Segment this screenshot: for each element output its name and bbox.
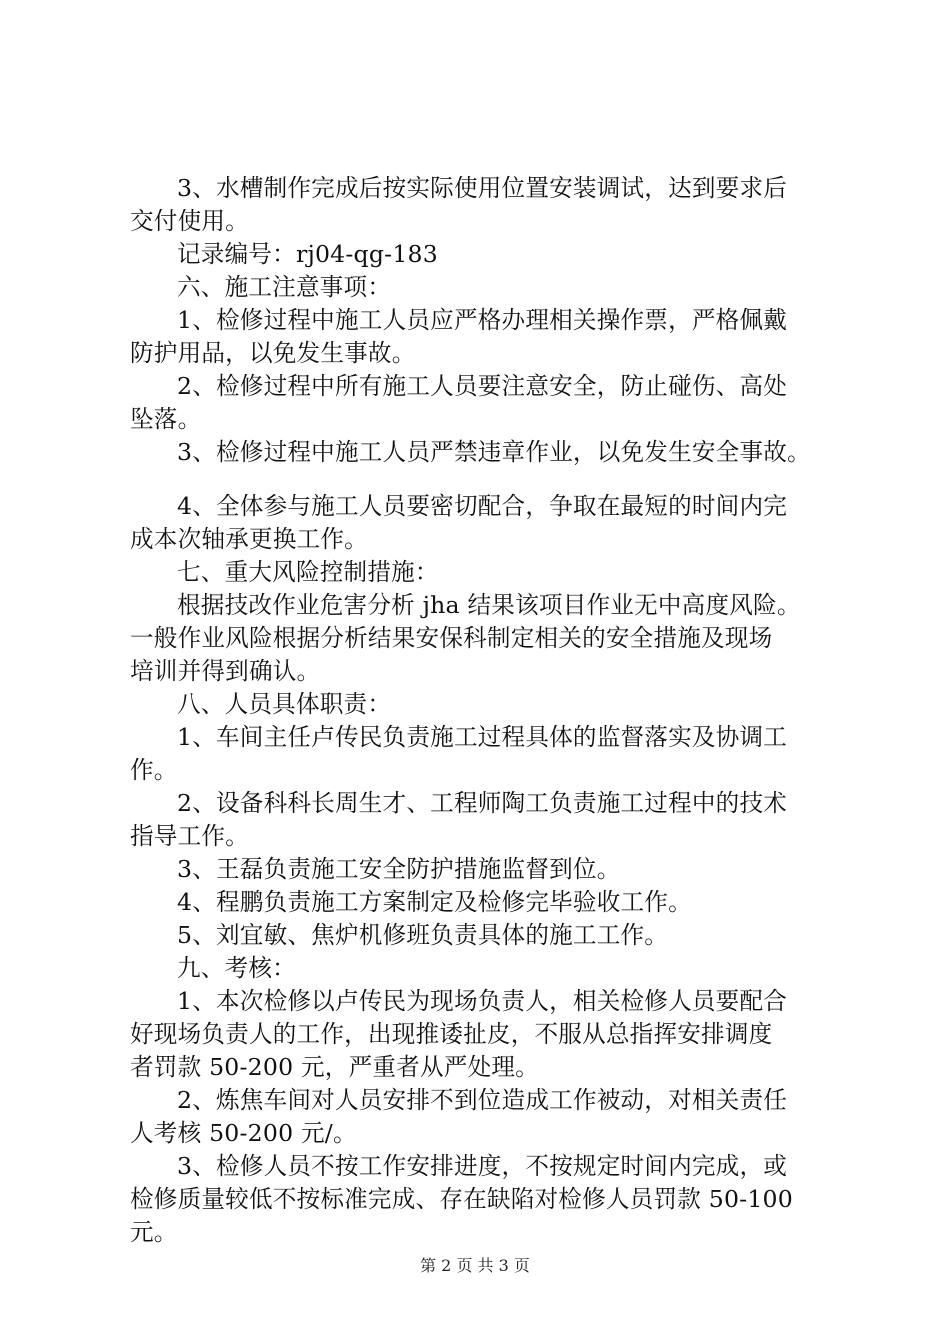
text-line: 根据技改作业危害分析 jha 结果该项目作业无中高度风险。 [177,591,801,619]
text-line: 指导工作。 [130,822,249,850]
text-line: 1、本次检修以卢传民为现场负责人，相关检修人员要配合 [177,987,788,1015]
text-line: 培训并得到确认。 [130,657,321,685]
text-line: 3、检修人员不按工作安排进度，不按规定时间内完成，或 [177,1152,788,1180]
section-heading: 八、人员具体职责： [177,690,392,718]
section-heading: 九、考核： [177,954,296,982]
text-line: 3、水槽制作完成后按实际使用位置安装调试，达到要求后 [177,174,788,202]
document-body [130,172,846,1249]
record-number-line: 记录编号：rj04-qg-183 [177,240,438,268]
text-line: 5、刘宜敏、焦炉机修班负责具体的施工工作。 [177,921,669,949]
paragraph-gap [130,469,846,490]
text-line: 4、程鹏负责施工方案制定及检修完毕验收工作。 [177,888,692,916]
text-line: 交付使用。 [130,207,249,235]
text-line: 一般作业风险根据分析结果安保科制定相关的安全措施及现场 [130,624,773,652]
text-line: 3、王磊负责施工安全防护措施监督到位。 [177,855,621,883]
text-line: 成本次轴承更换工作。 [130,525,368,553]
text-line: 元。 [130,1218,178,1246]
text-line: 1、车间主任卢传民负责施工过程具体的监督落实及协调工 [177,723,788,751]
section-heading: 七、重大风险控制措施： [177,558,439,586]
text-line: 防护用品，以免发生事故。 [130,339,416,367]
text-line: 好现场负责人的工作，出现推诿扯皮，不服从总指挥安排调度 [130,1020,773,1048]
text-line: 检修质量较低不按标准完成、存在缺陷对检修人员罚款 50-100 [130,1185,793,1213]
text-line: 人考核 50-200 元/。 [130,1119,357,1147]
text-line: 坠落。 [130,405,202,433]
page-number: 第 2 页 共 3 页 [420,1256,530,1275]
text-line: 作。 [130,756,178,784]
section-heading: 六、施工注意事项： [177,273,392,301]
text-line: 2、设备科科长周生才、工程师陶工负责施工过程中的技术 [177,789,788,817]
text-line: 2、炼焦车间对人员安排不到位造成工作被动，对相关责任 [177,1086,788,1114]
text-line: 2、检修过程中所有施工人员要注意安全，防止碰伤、高处 [177,372,788,400]
text-line: 1、检修过程中施工人员应严格办理相关操作票，严格佩戴 [177,306,788,334]
text-line: 者罚款 50-200 元，严重者从严处理。 [130,1053,539,1081]
text-line: 4、全体参与施工人员要密切配合，争取在最短的时间内完 [177,492,788,520]
text-line: 3、检修过程中施工人员严禁违章作业，以免发生安全事故。 [177,438,811,466]
